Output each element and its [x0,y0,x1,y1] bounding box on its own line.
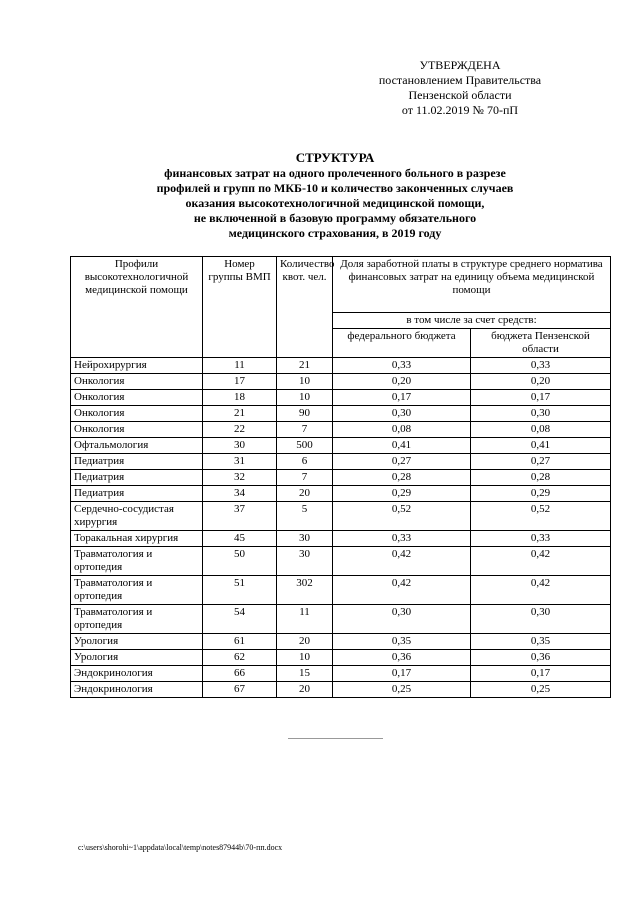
cell-profile: Эндокринология [71,666,203,682]
document-title [100,150,570,241]
title-line: оказания высокотехнологичной медицинской помощи, [185,196,485,210]
cell-profile: Онкология [71,390,203,406]
header-federal: федерального бюджета [333,329,471,358]
cell-quota: 302 [277,576,333,605]
cell-profile: Онкология [71,374,203,390]
cell-federal: 0,25 [333,682,471,698]
cell-regional: 0,28 [471,470,611,486]
table-row [71,576,611,605]
cell-federal: 0,20 [333,374,471,390]
cell-regional: 0,27 [471,454,611,470]
cell-profile: Травматология и ортопедия [71,576,203,605]
cell-quota: 20 [277,486,333,502]
cell-regional: 0,42 [471,547,611,576]
table-row [71,470,611,486]
cell-profile: Травматология и ортопедия [71,605,203,634]
cell-quota: 10 [277,390,333,406]
table-body [71,358,611,698]
cell-quota: 30 [277,547,333,576]
cell-quota: 7 [277,470,333,486]
cell-quota: 21 [277,358,333,374]
cell-federal: 0,29 [333,486,471,502]
cell-federal: 0,27 [333,454,471,470]
table-row [71,502,611,531]
title-line: медицинского страхования, в 2019 году [228,226,442,240]
cell-group: 30 [203,438,277,454]
cell-quota: 20 [277,634,333,650]
cell-group: 34 [203,486,277,502]
cell-regional: 0,42 [471,576,611,605]
approval-date: от 11.02.2019 № 70-пП [401,103,519,117]
cell-group: 18 [203,390,277,406]
cell-group: 61 [203,634,277,650]
cell-group: 54 [203,605,277,634]
cell-regional: 0,25 [471,682,611,698]
cell-quota: 6 [277,454,333,470]
table-row [71,486,611,502]
cell-regional: 0,30 [471,406,611,422]
cell-group: 45 [203,531,277,547]
cell-regional: 0,08 [471,422,611,438]
cell-regional: 0,20 [471,374,611,390]
cell-quota: 30 [277,531,333,547]
approval-line: постановлением Правительства [378,73,542,87]
approval-title: УТВЕРЖДЕНА [419,58,501,72]
cell-group: 31 [203,454,277,470]
title-line: финансовых затрат на одного пролеченного больного в разрезе [164,166,506,180]
title-line: не включенной в базовую программу обязательного [193,211,477,225]
cell-profile: Онкология [71,422,203,438]
cell-group: 62 [203,650,277,666]
cell-group: 37 [203,502,277,531]
cell-federal: 0,36 [333,650,471,666]
table-row [71,547,611,576]
cell-regional: 0,30 [471,605,611,634]
approval-stamp [360,58,560,118]
cell-group: 50 [203,547,277,576]
cell-regional: 0,17 [471,390,611,406]
table-row [71,454,611,470]
table-row [71,531,611,547]
cell-group: 66 [203,666,277,682]
table-row [71,650,611,666]
cell-regional: 0,52 [471,502,611,531]
header-profile: Профили высокотехнологичной медицинской помощи [71,257,203,358]
cell-federal: 0,33 [333,358,471,374]
cell-quota: 10 [277,374,333,390]
table-row [71,634,611,650]
cell-group: 51 [203,576,277,605]
approval-line: Пензенской области [408,88,512,102]
header-including: в том числе за счет средств: [333,313,611,329]
table-row [71,406,611,422]
header-share: Доля заработной платы в структуре среднего норматива финансовых затрат на единицу объема медицинской помощи [333,257,611,313]
cell-group: 32 [203,470,277,486]
cell-quota: 20 [277,682,333,698]
table-row [71,605,611,634]
cell-profile: Онкология [71,406,203,422]
cell-quota: 7 [277,422,333,438]
cell-regional: 0,29 [471,486,611,502]
cell-profile: Урология [71,634,203,650]
header-regional: бюджета Пензенской области [471,329,611,358]
cell-regional: 0,35 [471,634,611,650]
table-row [71,374,611,390]
cell-federal: 0,35 [333,634,471,650]
table-row [71,422,611,438]
table-row [71,682,611,698]
table-row [71,666,611,682]
structure-table [70,256,611,698]
cell-profile: Офтальмология [71,438,203,454]
title-line: профилей и групп по МКБ-10 и количество законченных случаев [156,181,514,195]
cell-federal: 0,52 [333,502,471,531]
cell-regional: 0,41 [471,438,611,454]
separator-line [288,738,383,739]
cell-quota: 90 [277,406,333,422]
cell-profile: Травматология и ортопедия [71,547,203,576]
cell-quota: 5 [277,502,333,531]
cell-group: 22 [203,422,277,438]
cell-regional: 0,33 [471,358,611,374]
cell-quota: 15 [277,666,333,682]
cell-group: 11 [203,358,277,374]
cell-group: 17 [203,374,277,390]
cell-profile: Сердечно-сосудистая хирургия [71,502,203,531]
file-path: c:\users\shorohi~1\appdata\local\temp\notes87944b\70-пп.docx [78,843,283,852]
cell-profile: Педиатрия [71,454,203,470]
cell-federal: 0,08 [333,422,471,438]
cell-federal: 0,41 [333,438,471,454]
cell-profile: Урология [71,650,203,666]
cell-quota: 11 [277,605,333,634]
cell-federal: 0,42 [333,547,471,576]
cell-regional: 0,17 [471,666,611,682]
cell-group: 67 [203,682,277,698]
cell-profile: Педиатрия [71,470,203,486]
cell-federal: 0,17 [333,666,471,682]
table-row [71,438,611,454]
cell-federal: 0,33 [333,531,471,547]
cell-federal: 0,28 [333,470,471,486]
table-row [71,390,611,406]
cell-federal: 0,17 [333,390,471,406]
cell-profile: Нейрохирургия [71,358,203,374]
cell-quota: 10 [277,650,333,666]
cell-quota: 500 [277,438,333,454]
table-row [71,358,611,374]
cell-profile: Эндокринология [71,682,203,698]
cell-regional: 0,33 [471,531,611,547]
cell-regional: 0,36 [471,650,611,666]
cell-federal: 0,30 [333,605,471,634]
title-heading: СТРУКТУРА [295,150,375,165]
cell-federal: 0,30 [333,406,471,422]
cell-profile: Торакальная хирургия [71,531,203,547]
cell-federal: 0,42 [333,576,471,605]
header-group: Номер группы ВМП [203,257,277,358]
cell-group: 21 [203,406,277,422]
header-quota: Количество квот. чел. [277,257,333,358]
cell-profile: Педиатрия [71,486,203,502]
